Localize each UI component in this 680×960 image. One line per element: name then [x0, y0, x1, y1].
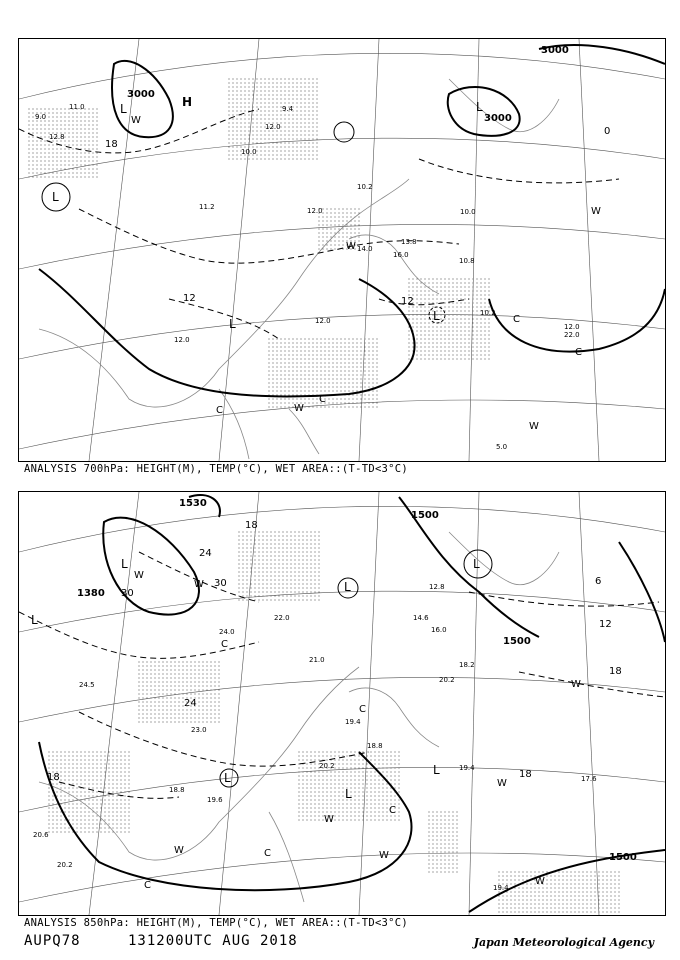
station-value: 11.2 — [199, 203, 215, 211]
contour-label: 3000 — [484, 113, 512, 124]
low-center-label: L — [344, 580, 351, 594]
warm-mark: W — [379, 850, 389, 861]
isotherm-labels — [105, 126, 610, 307]
warm-mark: W — [131, 115, 141, 126]
contour-labels — [127, 45, 569, 124]
station-value: 16.0 — [431, 626, 447, 634]
warm-mark: W — [591, 206, 601, 217]
warm-mark: W — [529, 421, 539, 432]
cold-mark: C — [264, 848, 271, 859]
low-center-label: L — [31, 613, 38, 627]
isotherm-label: 12 — [401, 296, 414, 307]
station-value: 21.0 — [309, 656, 325, 664]
station-value: 10.0 — [460, 208, 476, 216]
station-value: 24.0 — [219, 628, 235, 636]
agency-name: Japan Meteorological Agency — [473, 936, 654, 949]
isotherm-label: 18 — [47, 772, 60, 783]
isotherm-label: 24 — [199, 548, 212, 559]
low-center-label: L — [229, 317, 236, 331]
station-value: 19.4 — [345, 718, 361, 726]
contour-label: 1500 — [503, 636, 531, 647]
isotherm-labels — [47, 520, 622, 783]
panel-caption-850hpa: ANALYSIS 850hPa: HEIGHT(M), TEMP(°C), WET AREA::(T-TD<3°C) — [24, 917, 409, 929]
low-center-label: L — [121, 557, 128, 571]
isotherm-label: 12 — [183, 293, 196, 304]
low-center-label: L — [433, 763, 440, 777]
station-value: 12.0 — [315, 317, 331, 325]
analysis-time: 131200UTC AUG 2018 — [128, 933, 298, 949]
station-value: 22.0 — [564, 331, 580, 339]
isotherm-label: 18 — [245, 520, 258, 531]
station-value: 10.2 — [357, 183, 373, 191]
contour-label: 1500 — [411, 510, 439, 521]
isotherm-label: 0 — [604, 126, 611, 137]
warm-mark: W — [346, 241, 356, 252]
pressure-centers — [42, 95, 483, 331]
station-value: 10.8 — [459, 257, 475, 265]
low-center-label: L — [120, 102, 127, 116]
isotherm-label: 18 — [519, 769, 532, 780]
station-value: 10.0 — [241, 148, 257, 156]
graticule — [19, 39, 665, 461]
contour-labels — [77, 498, 637, 863]
isotherm-label: 12 — [599, 619, 612, 630]
low-center-label: L — [345, 787, 352, 801]
warm-mark: W — [174, 845, 184, 856]
isotherm-label: 24 — [184, 698, 197, 709]
station-value: 19.6 — [207, 796, 223, 804]
station-value: 14.0 — [357, 245, 373, 253]
isotherm-label: 30 — [214, 578, 227, 589]
low-center-label: L — [224, 771, 231, 785]
station-values — [35, 103, 580, 451]
cold-mark: C — [144, 880, 151, 891]
station-value: 9.0 — [35, 113, 47, 121]
cold-mark: C — [575, 347, 582, 358]
height-contours — [39, 495, 665, 912]
bulletin-code: AUPQ78 — [24, 933, 81, 949]
station-value: 12.0 — [564, 323, 580, 331]
map-panel-700hpa — [18, 38, 666, 462]
panel-caption-700hpa: ANALYSIS 700hPa: HEIGHT(M), TEMP(°C), WET AREA::(T-TD<3°C) — [24, 463, 409, 475]
wet-area-dots — [28, 78, 489, 407]
station-value: 13.8 — [401, 238, 417, 246]
station-value: 12.8 — [429, 583, 445, 591]
station-value: 17.6 — [581, 775, 597, 783]
station-value: 20.2 — [57, 861, 73, 869]
station-value: 19.4 — [493, 884, 509, 892]
cold-mark: C — [221, 639, 228, 650]
station-value: 20.2 — [319, 762, 335, 770]
cold-mark: C — [389, 805, 396, 816]
station-value: 18.2 — [459, 661, 475, 669]
station-value: 16.0 — [393, 251, 409, 259]
warm-mark: W — [571, 679, 581, 690]
warm-mark: W — [324, 814, 334, 825]
contour-label: 1380 — [77, 588, 105, 599]
warm-mark: W — [535, 876, 545, 887]
map-700hpa — [19, 39, 665, 461]
cold-mark: C — [319, 394, 326, 405]
station-value: 12.0 — [174, 336, 190, 344]
cold-mark: C — [216, 405, 223, 416]
cold-mark: C — [513, 314, 520, 325]
cold-mark: C — [359, 704, 366, 715]
warm-mark: W — [497, 778, 507, 789]
station-value: 14.6 — [413, 614, 429, 622]
isotherm-label: 6 — [595, 576, 602, 587]
low-center-label: L — [433, 309, 440, 323]
isotherms — [19, 552, 665, 798]
station-value: 22.0 — [274, 614, 290, 622]
map-850hpa — [19, 492, 665, 915]
station-value: 18.8 — [367, 742, 383, 750]
station-value: 20.2 — [439, 676, 455, 684]
warm-mark: W — [194, 579, 204, 590]
station-value: 9.4 — [282, 105, 294, 113]
isotherm-label: 18 — [609, 666, 622, 677]
station-value: 20.6 — [33, 831, 49, 839]
station-value: 12.8 — [49, 133, 65, 141]
contour-label: 3000 — [541, 45, 569, 56]
warm-mark: W — [294, 403, 304, 414]
map-panel-850hpa — [18, 491, 666, 916]
graticule — [19, 492, 665, 915]
low-center-label: L — [473, 557, 480, 571]
station-value: 24.5 — [79, 681, 95, 689]
warm-mark: W — [134, 570, 144, 581]
station-value: 19.4 — [459, 764, 475, 772]
station-value: 11.0 — [69, 103, 85, 111]
station-values — [33, 583, 597, 892]
station-value: 12.0 — [307, 207, 323, 215]
warm-cold-marks — [131, 115, 601, 432]
contour-label: 1530 — [179, 498, 207, 509]
low-center-label: L — [476, 100, 483, 114]
station-value: 12.0 — [265, 123, 281, 131]
high-center-label: H — [182, 95, 193, 109]
station-value: 18.8 — [169, 786, 185, 794]
isotherm-label: 30 — [121, 588, 134, 599]
contour-label: 3000 — [127, 89, 155, 100]
low-center-label: L — [52, 190, 59, 204]
station-value: 5.0 — [496, 443, 508, 451]
station-value: 23.0 — [191, 726, 207, 734]
station-value: 10.2 — [480, 309, 496, 317]
isotherm-label: 18 — [105, 139, 118, 150]
contour-label: 1500 — [609, 852, 637, 863]
